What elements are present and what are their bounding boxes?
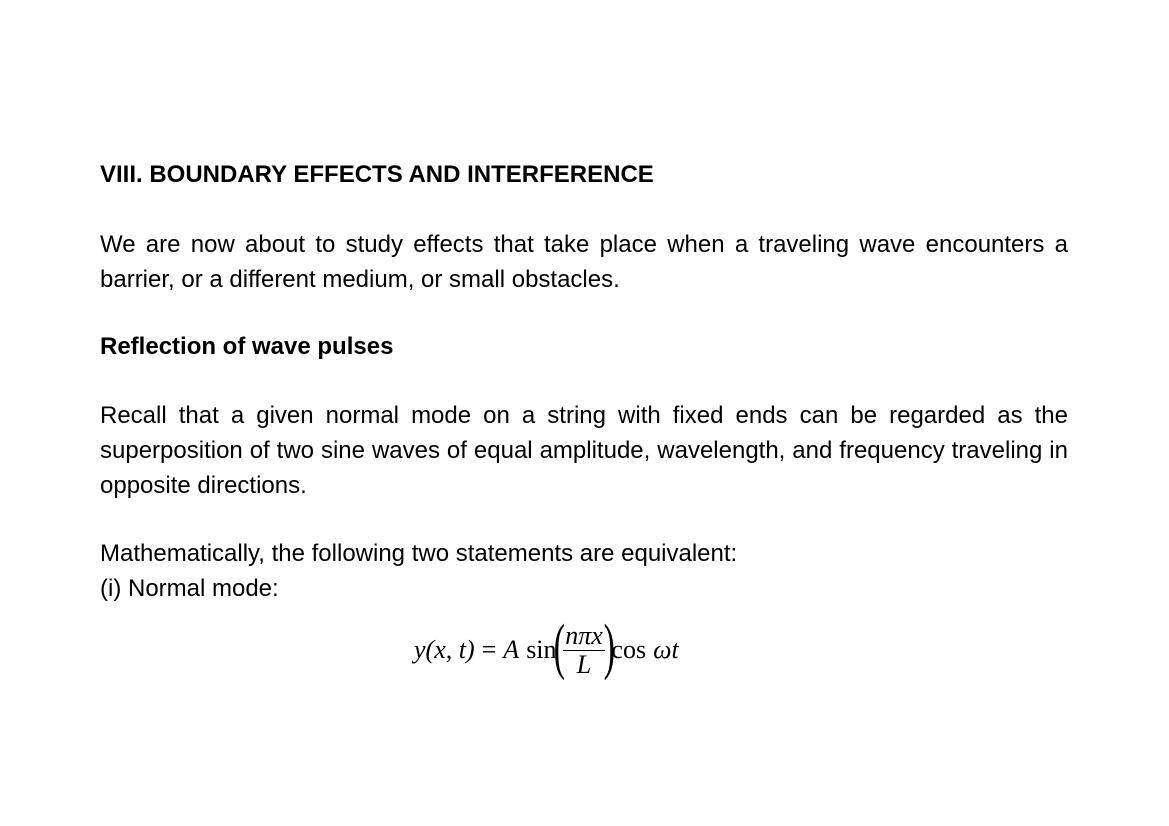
recall-paragraph: Recall that a given normal mode on a string with fixed ends can be regarded as the superposition of two sine waves of equal amplitude, wavelength, and frequency traveling in opposite directions. (100, 402, 1068, 499)
fraction-numerator: nπx (565, 620, 603, 650)
equation-cos: cos (611, 635, 647, 664)
equation-equals: = (481, 635, 497, 664)
equation-lhs: y(x, t) (414, 635, 475, 664)
equation-cos-argument: ωt (653, 635, 679, 664)
right-paren: ) (603, 613, 615, 681)
document-page (100, 0, 1068, 826)
subsection-heading: Reflection of wave pulses (100, 333, 394, 360)
left-paren: ( (553, 613, 565, 681)
normal-mode-equation (414, 613, 679, 682)
section-heading: VIII. BOUNDARY EFFECTS AND INTERFERENCE (100, 161, 654, 188)
normal-mode-label: (i) Normal mode: (100, 575, 279, 602)
equation-fraction (563, 622, 605, 679)
statements-lead: Mathematically, the following two statements are equivalent: (100, 540, 738, 567)
fraction-denominator: L (576, 649, 592, 679)
equation-amplitude: A (503, 635, 520, 664)
equation-sin: sin (526, 635, 557, 664)
intro-paragraph: We are now about to study effects that take place when a traveling wave encounters a barrier, or a different medium, or small obstacles. (100, 231, 1068, 293)
